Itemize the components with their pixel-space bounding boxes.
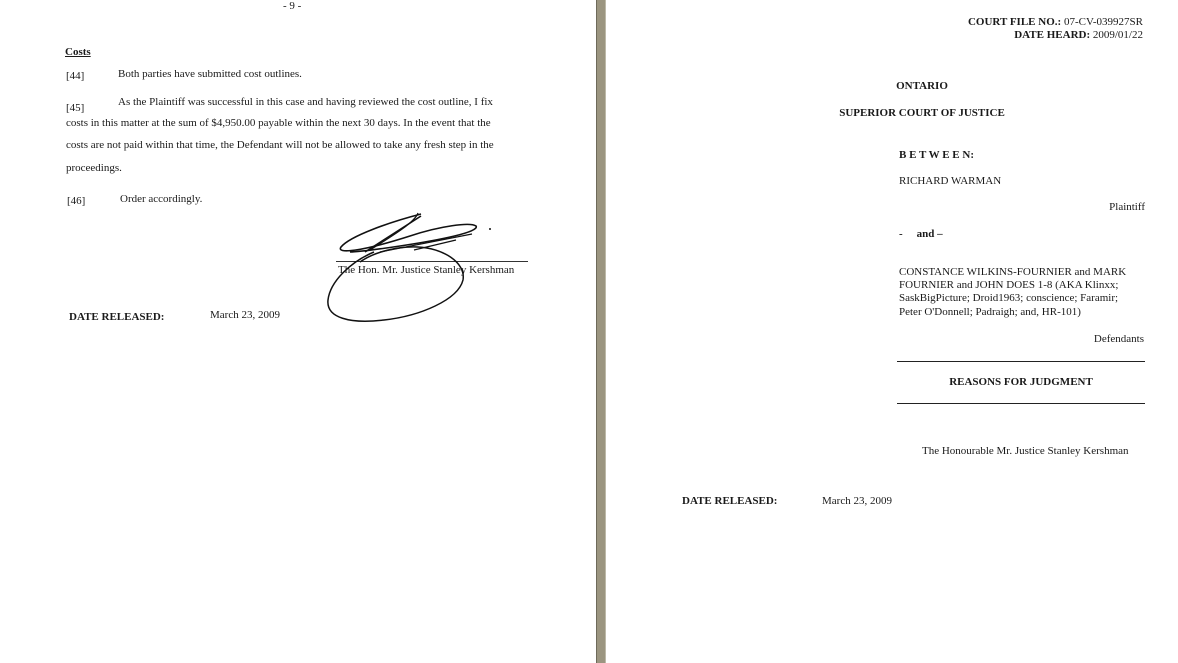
- defendants-line: CONSTANCE WILKINS-FOURNIER and MARK: [899, 266, 1127, 278]
- date-heard-value: 2009/01/22: [1092, 29, 1143, 41]
- dash-mark: -: [899, 228, 903, 240]
- court-file-number: [949, 16, 1143, 29]
- paragraph-number: [46]: [67, 195, 86, 207]
- defendants-line: Peter O'Donnell; Padraigh; and, HR-101): [899, 306, 1081, 318]
- paragraph-number: [45]: [66, 102, 85, 114]
- date-heard-label: DATE HEARD:: [1014, 29, 1091, 41]
- date-released-label: DATE RELEASED:: [682, 495, 778, 507]
- and-separator: [899, 228, 943, 241]
- signature-caption: The Hon. Mr. Justice Stanley Kershman: [338, 264, 515, 276]
- section-heading-costs: Costs: [65, 46, 91, 58]
- document-title: REASONS FOR JUDGMENT: [949, 376, 1093, 388]
- defendants-line: FOURNIER and JOHN DOES 1-8 (AKA Klinxx;: [899, 279, 1119, 291]
- date-heard: [949, 29, 1143, 42]
- court-heading: SUPERIOR COURT OF JUSTICE: [839, 107, 1005, 119]
- paragraph-46-text: Order accordingly.: [120, 193, 203, 205]
- and-text: and –: [916, 228, 943, 240]
- date-released-value: March 23, 2009: [822, 495, 892, 507]
- right-document-page: [606, 0, 1178, 663]
- plaintiff-name: RICHARD WARMAN: [899, 175, 1002, 187]
- title-rule-top: [897, 361, 1145, 362]
- paragraph-45-line: costs are not paid within that time, the Defendant will not be allowed to take any fresh step in the: [66, 139, 494, 151]
- court-file-label: COURT FILE NO.:: [967, 16, 1062, 28]
- judge-name: The Honourable Mr. Justice Stanley Kershman: [922, 445, 1129, 457]
- paragraph-45-line: proceedings.: [66, 162, 122, 174]
- date-released-value: March 23, 2009: [210, 309, 280, 321]
- court-file-value: 07-CV-039927SR: [1063, 16, 1143, 28]
- page-divider: [596, 0, 606, 663]
- paragraph-45-line: As the Plaintiff was successful in this case and having reviewed the cost outline, I fix: [118, 96, 493, 108]
- paragraph-number: [44]: [66, 70, 85, 82]
- jurisdiction-heading: ONTARIO: [896, 80, 948, 92]
- defendants-line: SaskBigPicture; Droid1963; conscience; Faramir;: [899, 292, 1119, 304]
- date-released-label: DATE RELEASED:: [69, 311, 165, 323]
- between-label: B E T W E E N:: [899, 149, 974, 161]
- plaintiff-role: Plaintiff: [1109, 201, 1145, 213]
- paragraph-44-text: Both parties have submitted cost outlines.: [118, 68, 302, 80]
- title-rule-bottom: [897, 403, 1145, 404]
- paragraph-45-line: costs in this matter at the sum of $4,950.00 payable within the next 30 days. In the event that the: [66, 117, 491, 129]
- page-number: - 9 -: [283, 0, 302, 12]
- defendants-role: Defendants: [1093, 333, 1144, 345]
